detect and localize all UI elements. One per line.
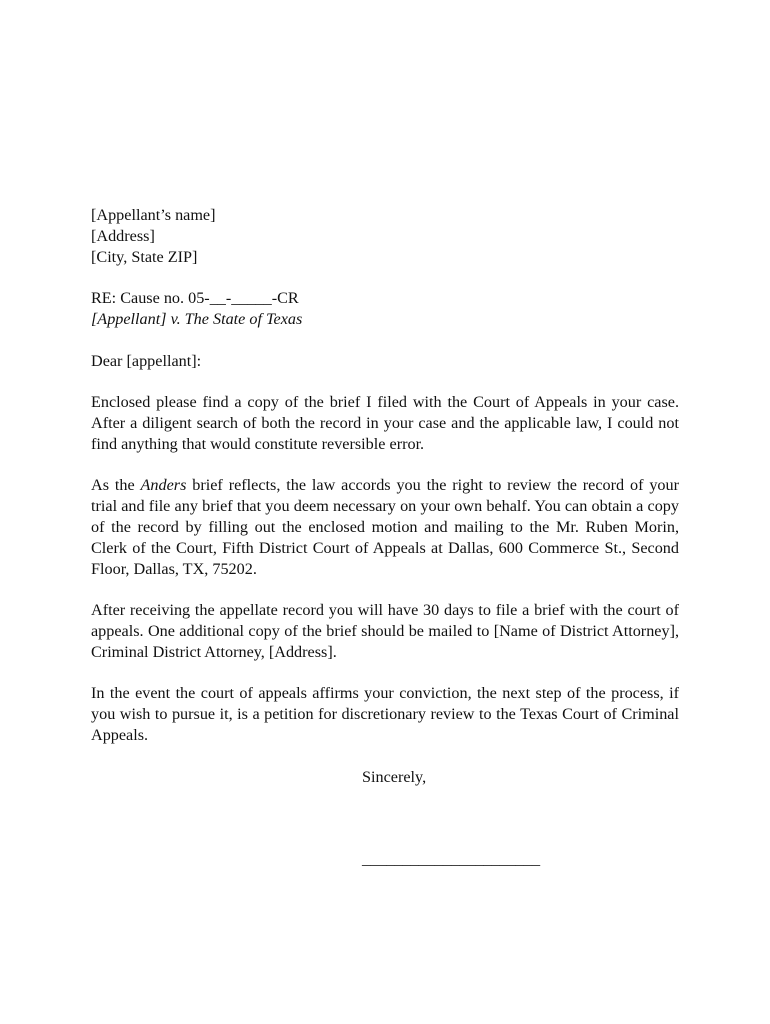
- salutation: Dear [appellant]:: [91, 351, 202, 370]
- paragraph-2-rest: brief reflects, the law accords you the right to review the record of your trial and file any brief that you deem necessary on your own behalf. You can obtain a copy of the record by filling out the enclosed motion and mailing to the Mr. Ruben Morin, Clerk of the Court, Fifth District Court of Appeals at Dallas, 600 Commerce St., Second Floor, Dallas, TX, 75202.: [91, 476, 680, 578]
- paragraph-2-lead: As the: [91, 476, 141, 495]
- appellant-name: [Appellant’s name]: [91, 206, 216, 224]
- closing: Sincerely,: [362, 767, 427, 786]
- signature-line: ______________________: [362, 850, 541, 869]
- address-block: [91, 205, 679, 267]
- letter-body: [91, 205, 679, 870]
- case-style: [Appellant] v. The State of Texas: [91, 309, 303, 328]
- re-block: [91, 288, 679, 330]
- paragraph-right-to-review: [91, 475, 679, 579]
- appellant-address: [Address]: [91, 226, 155, 245]
- paragraph-filing-deadline: After receiving the appellate record you will have 30 days to file a brief with the court of appeals. One additional copy of the brief should be mailed to [Name of District Attorney], Criminal District Attorney, [Address].: [91, 601, 679, 661]
- appellant-city-state-zip: [City, State ZIP]: [91, 247, 198, 266]
- paragraph-enclosed-brief: Enclosed please find a copy of the brief I filed with the Court of Appeals in your case. After a diligent search of both the record in your case and the applicable law, I could not find anything that would constitute reversible error.: [91, 393, 679, 453]
- paragraph-discretionary-review: In the event the court of appeals affirms your conviction, the next step of the process, if you wish to pursue it, is a petition for discretionary review to the Texas Court of Criminal Appeals.: [91, 684, 679, 744]
- anders-term: Anders: [140, 476, 187, 495]
- cause-number: RE: Cause no. 05-__-_____-CR: [91, 289, 299, 308]
